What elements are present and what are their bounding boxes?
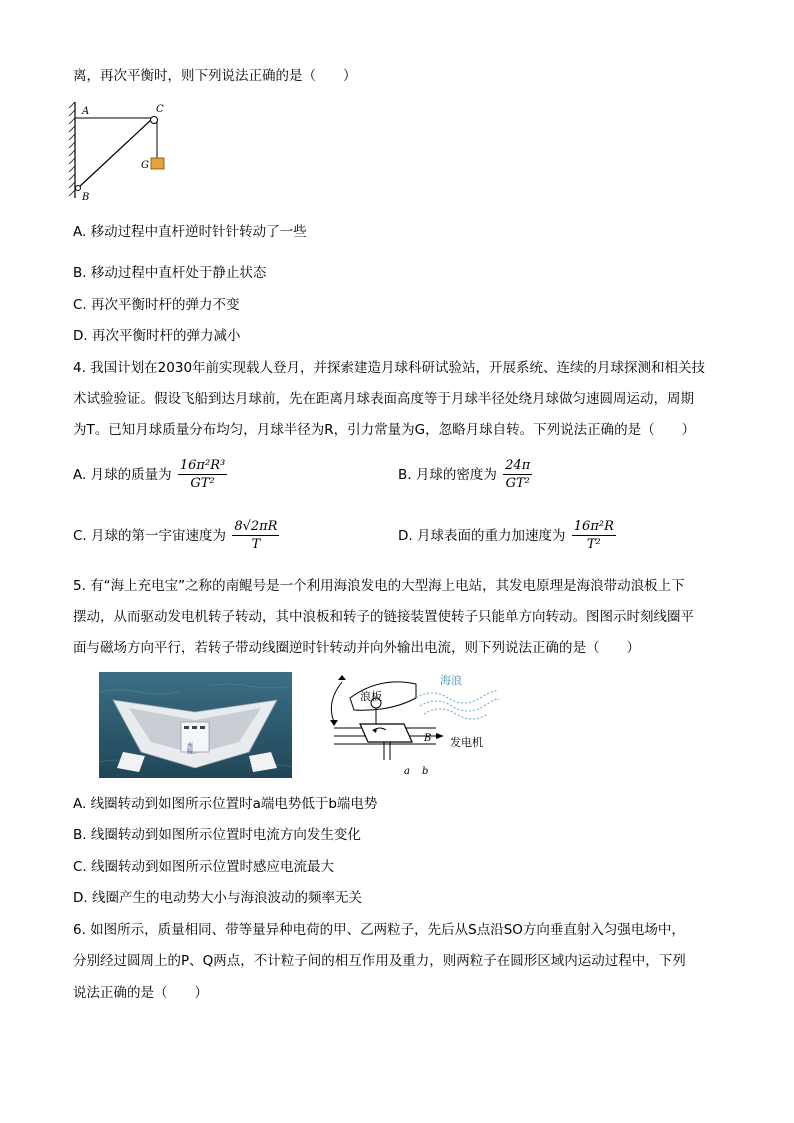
- ship-windows: [184, 726, 205, 729]
- b-label: B: [424, 733, 432, 744]
- arrow-down: [330, 720, 338, 726]
- hinge-b: [76, 186, 81, 191]
- terminal-a: a: [404, 766, 410, 777]
- q4-line-1: 4. 我国计划在2030年前实现载人登月，并探索建造月球科研试验站，开展系统、连续的月球探测和相关技: [73, 360, 706, 376]
- q4-option-c-text: C. 月球的第一宇宙速度为: [73, 528, 227, 544]
- q4-option-b-denominator: GT²: [503, 474, 532, 492]
- q4-option-a-denominator: GT²: [178, 474, 227, 492]
- q4-option-b-text: B. 月球的密度为: [398, 467, 497, 483]
- q5-line-1: 5. 有“海上充电宝”之称的南鲲号是一个利用海浪发电的大型海上电站，其发电原理是海浪带动浪板上下: [73, 578, 685, 594]
- q3-rod-figure: [66, 98, 176, 208]
- q4-option-d: [398, 519, 616, 553]
- q3-option-d: D. 再次平衡时杆的弹力减小: [73, 328, 241, 344]
- q4-option-a-numerator: 16π²R³: [179, 458, 226, 473]
- q4-option-b-fraction: [503, 458, 532, 492]
- q4-line-3: 为T。已知月球质量分布均匀，月球半径为R，引力常量为G，忽略月球自转。下列说法正确的是（ ）: [73, 422, 696, 438]
- q3-option-b: B. 移动过程中直杆处于静止状态: [73, 265, 267, 281]
- terminal-b: b: [422, 766, 429, 777]
- label-c: C: [156, 104, 164, 115]
- q4-option-c-denominator: T: [232, 535, 279, 553]
- q6-line-1: 6. 如图所示，质量相同、带等量异种电荷的甲、乙两粒子，先后从S点沿SO方向垂直射入匀强电场中，: [73, 922, 685, 938]
- q5-line-2: 摆动，从而驱动发电机转子转动，其中浪板和转子的链接装置使转子只能单方向转动。图图示时刻线圈平: [73, 609, 694, 625]
- q4-option-c-fraction: [232, 519, 279, 553]
- q3-stem-tail: 离，再次平衡时，则下列说法正确的是（ ）: [73, 68, 357, 84]
- weight-block: [151, 158, 164, 169]
- q4-option-c-numerator: 8√2πR: [234, 519, 278, 534]
- q4-option-c: [73, 519, 279, 553]
- q4-option-a: [73, 458, 227, 492]
- wave-lines: [416, 691, 498, 719]
- ship-photo: [99, 672, 292, 778]
- q3-option-a: A. 移动过程中直杆逆时针针转动了一些: [73, 224, 307, 240]
- q4-line-2: 术试验验证。假设飞船到达月球前，先在距离月球表面高度等于月球半径处绕月球做匀速圆周运动，周期: [73, 391, 694, 407]
- wave-board-label: 浪板: [360, 690, 382, 703]
- q5-option-a: A. 线圈转动到如图所示位置时a端电势低于b端电势: [73, 796, 378, 812]
- q5-option-c: C. 线圈转动到如图所示位置时感应电流最大: [73, 859, 335, 875]
- wall-hatching: [69, 102, 75, 196]
- sea-wave-label: 海浪: [440, 674, 462, 687]
- field-arrow: [436, 733, 444, 739]
- label-g: G: [141, 160, 149, 171]
- q6-line-2: 分别经过圆周上的P、Q两点，不计粒子间的相互作用及重力，则两粒子在圆形区域内运动过程中，下列: [73, 953, 686, 969]
- q3-option-c: C. 再次平衡时杆的弹力不变: [73, 297, 240, 313]
- q4-option-a-text: A. 月球的质量为: [73, 467, 172, 483]
- q4-option-d-numerator: 16π²R: [573, 519, 614, 534]
- coil: [360, 724, 412, 742]
- q4-option-b: [398, 458, 532, 492]
- label-a: A: [82, 106, 90, 117]
- label-b: B: [82, 192, 90, 203]
- q4-option-b-numerator: 24π: [505, 458, 531, 473]
- q5-option-d: D. 线圈产生的电动势大小与海浪波动的频率无关: [73, 890, 362, 906]
- q4-option-d-denominator: T²: [572, 535, 616, 553]
- q5-option-b: B. 线圈转动到如图所示位置时电流方向发生变化: [73, 827, 361, 843]
- q6-line-3: 说法正确的是（ ）: [73, 985, 208, 1001]
- pulley-c: [151, 117, 158, 124]
- q4-option-d-fraction: [572, 519, 616, 553]
- rod-bc: [78, 119, 152, 188]
- generator-diagram: [320, 668, 500, 780]
- q4-option-d-text: D. 月球表面的重力加速度为: [398, 528, 566, 544]
- arrow-up: [338, 675, 346, 680]
- q4-option-a-fraction: [178, 458, 227, 492]
- q5-line-3: 面与磁场方向平行，若转子带动线圈逆时针转动并向外输出电流，则下列说法正确的是（ ）: [73, 640, 640, 656]
- ship-name: 南鲲: [185, 742, 193, 754]
- generator-label: 发电机: [450, 736, 483, 749]
- rotation-arc: [331, 682, 342, 722]
